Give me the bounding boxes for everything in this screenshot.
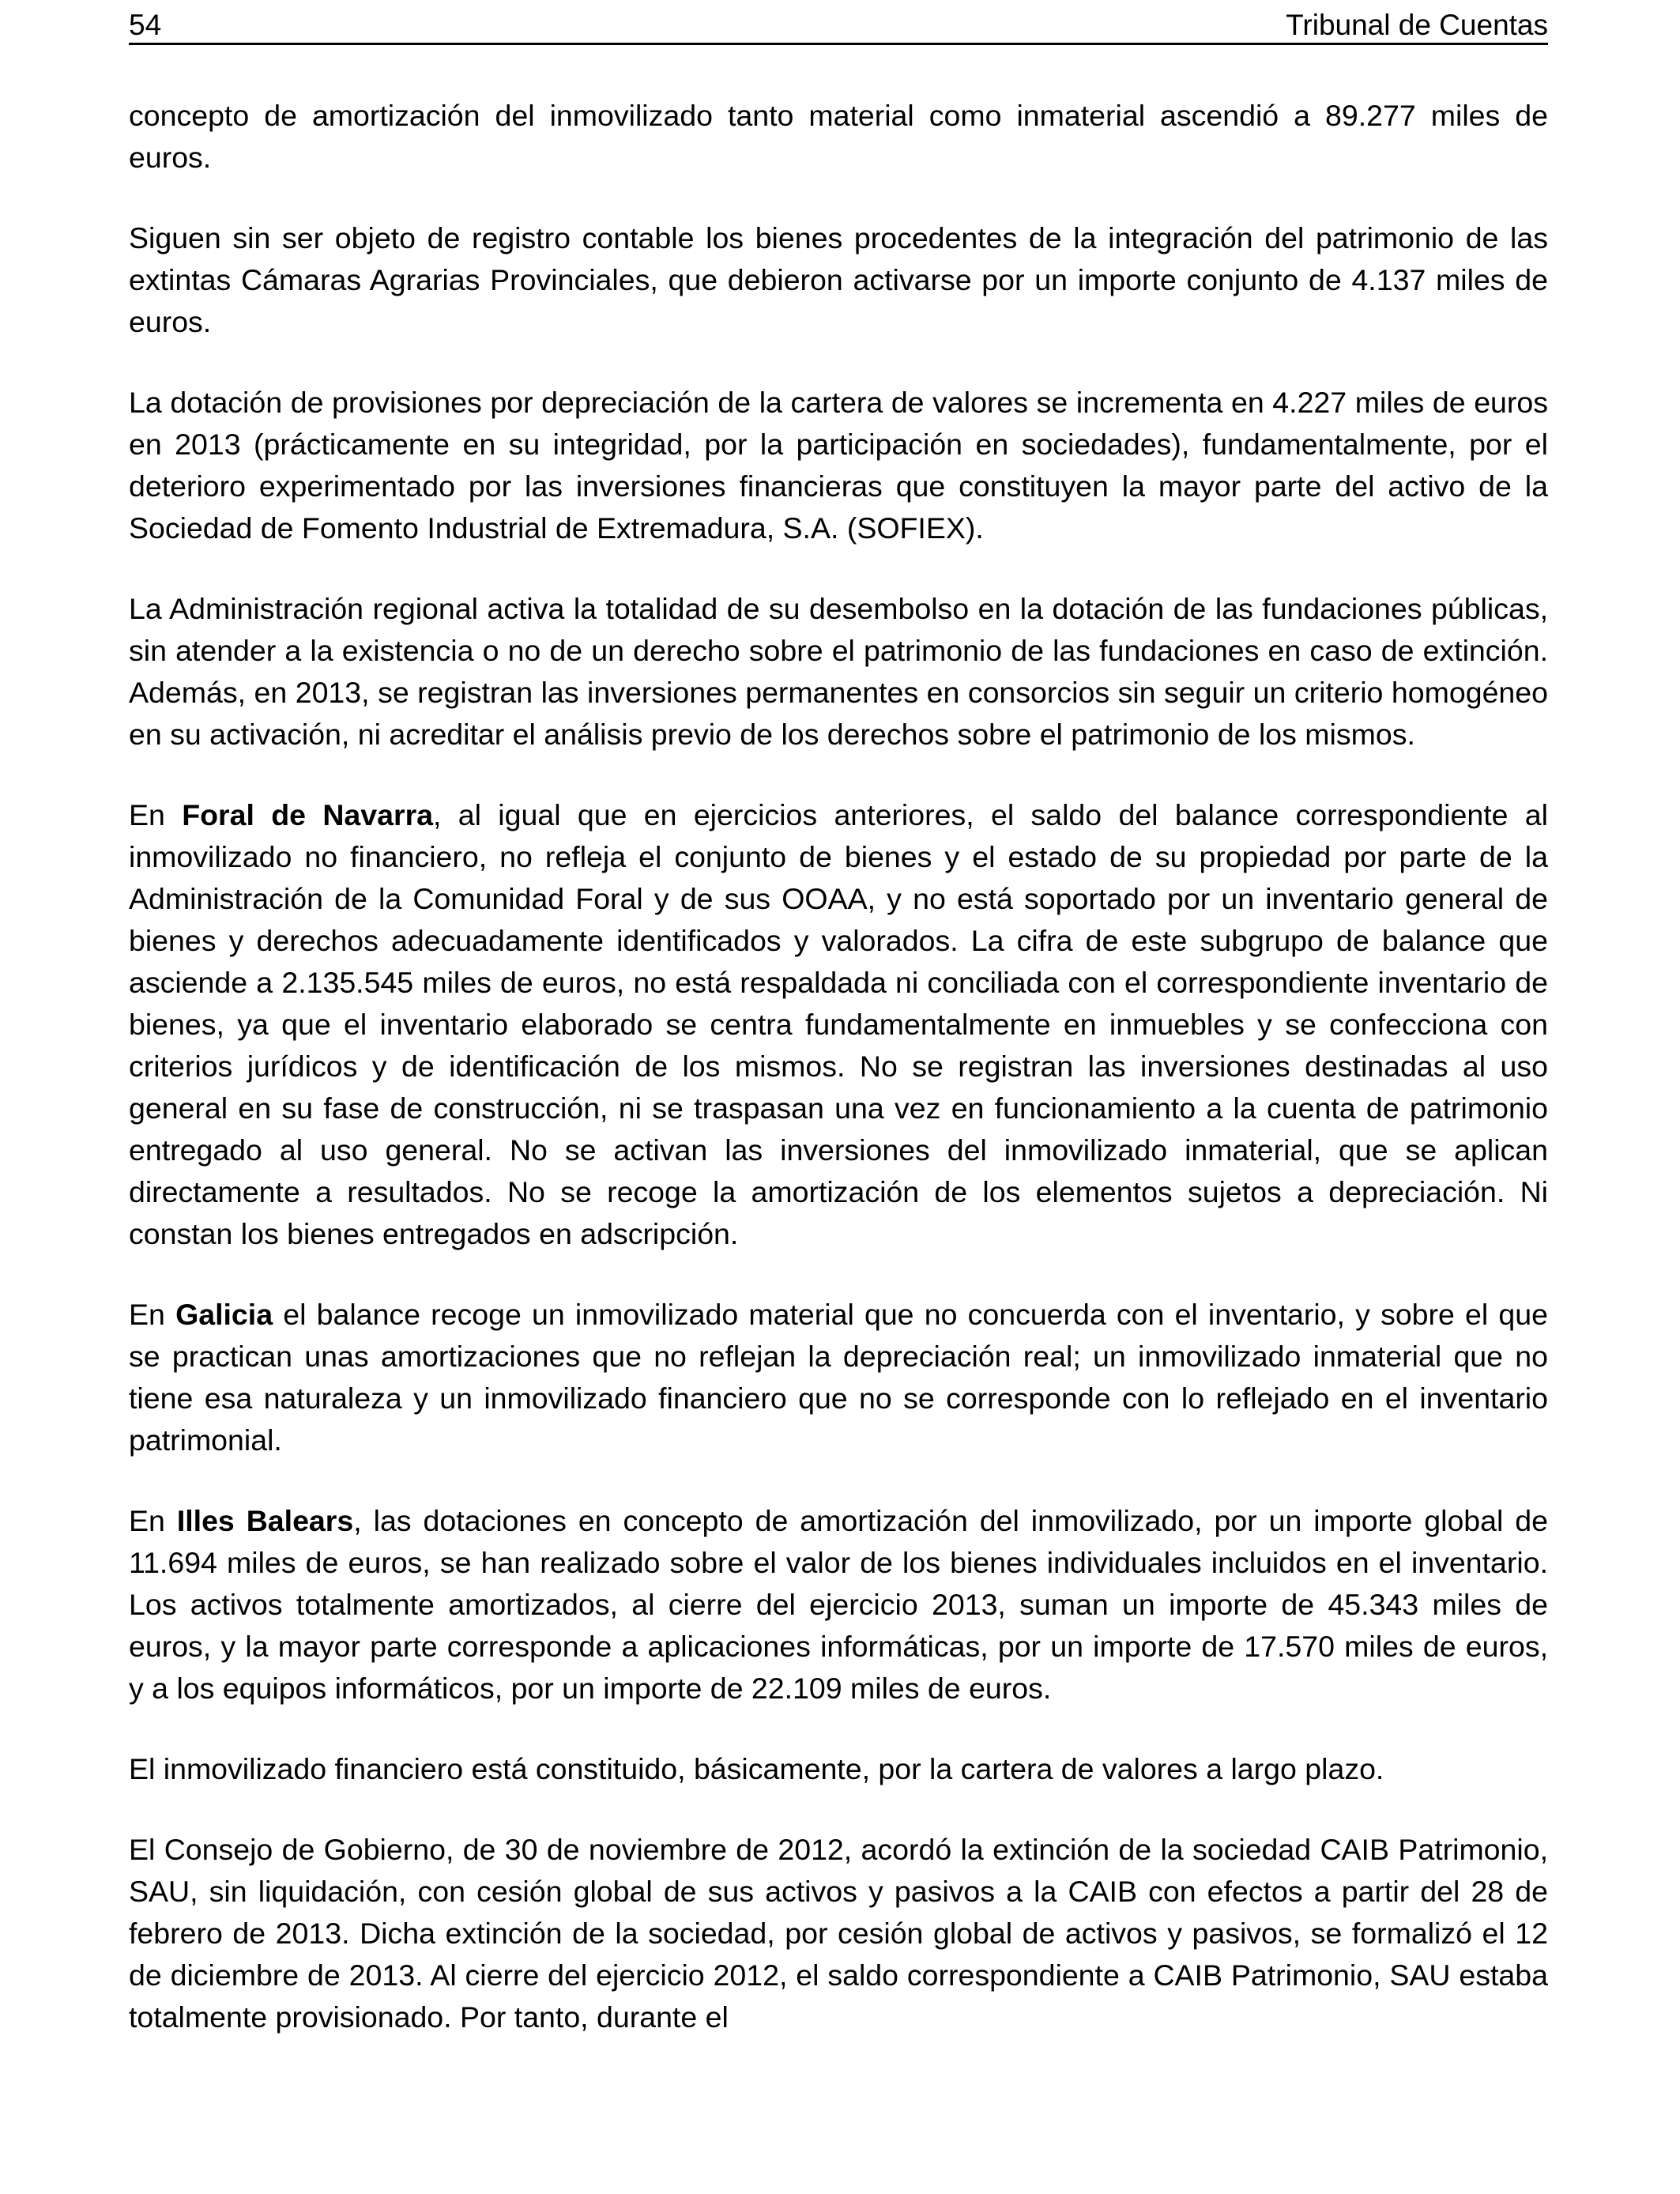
region-name-galicia: Galicia (175, 1298, 273, 1331)
paragraph-inmovilizado-financiero: El inmovilizado financiero está constituido, básicamente, por la cartera de valores a largo plazo. (129, 1752, 1384, 1785)
paragraph-consejo-gobierno: El Consejo de Gobierno, de 30 de noviembre de 2012, acordó la extinción de la sociedad CAIB Patrimonio, SAU, sin liquidación, con cesión global de sus activos y pasivos a la CAIB con efectos a partir del 28 de febrero de 2013. Dicha extinción de la sociedad, por cesión global de activos y pasivos, se formalizó el 12 de diciembre de 2013. Al cierre del ejercicio 2012, el saldo correspondiente a CAIB Patrimonio, SAU estaba totalmente provisionado. Por tanto, durante el (129, 1833, 1548, 2034)
paragraph-galicia: En Galicia el balance recoge un inmovilizado material que no concuerda con el inventario, y sobre el que se practican unas amortizaciones que no reflejan la depreciación real; un inmovilizado inmaterial que no tiene esa naturaleza y un inmovilizado financiero que no se corresponde con lo reflejado en el inventario patrimonial. (129, 1298, 1548, 1457)
region-name-balears: Illes Balears (176, 1504, 354, 1537)
page-header (129, 8, 1548, 45)
page-number: 54 (129, 9, 162, 41)
paragraph-fundaciones: La Administración regional activa la totalidad de su desembolso en la dotación de las fundaciones públicas, sin atender a la existencia o no de un derecho sobre el patrimonio de las fundaciones en caso de extinción. Además, en 2013, se registran las inversiones permanentes en consorcios sin seguir un criterio homogéneo en su activación, ni acreditar el análisis previo de los derechos sobre el patrimonio de los mismos. (129, 592, 1548, 751)
paragraph-camaras-agrarias: Siguen sin ser objeto de registro contable los bienes procedentes de la integración del patrimonio de las extintas Cámaras Agrarias Provinciales, que debieron activarse por un importe conjunto de 4.137 miles de euros. (129, 221, 1548, 338)
paragraph-illes-balears: En Illes Balears, las dotaciones en concepto de amortización del inmovilizado, por un importe global de 11.694 miles de euros, se han realizado sobre el valor de los bienes individuales incluidos en el inventario. Los activos totalmente amortizados, al cierre del ejercicio 2013, suman un importe de 45.343 miles de euros, y la mayor parte corresponde a aplicaciones informáticas, por un importe de 17.570 miles de euros, y a los equipos informáticos, por un importe de 22.109 miles de euros. (129, 1504, 1548, 1705)
paragraph-provisiones: La dotación de provisiones por depreciación de la cartera de valores se incrementa en 4.227 miles de euros en 2013 (prácticamente en su integridad, por la participación en sociedades), fundamentalmente, por el deterioro experimentado por las inversiones financieras que constituyen la mayor parte del activo de la Sociedad de Fomento Industrial de Extremadura, S.A. (SOFIEX). (129, 386, 1548, 545)
paragraph-amortizacion: concepto de amortización del inmovilizado tanto material como inmaterial ascendió a 89.277 miles de euros. (129, 99, 1548, 174)
paragraph-foral-navarra: En Foral de Navarra, al igual que en ejercicios anteriores, el saldo del balance correspondiente al inmovilizado no financiero, no refleja el conjunto de bienes y el estado de su propiedad por parte de la Administración de la Comunidad Foral y de sus OOAA, y no está soportado por un inventario general de bienes y derechos adecuadamente identificados y valorados. La cifra de este subgrupo de balance que asciende a 2.135.545 miles de euros, no está respaldada ni conciliada con el correspondiente inventario de bienes, ya que el inventario elaborado se centra fundamentalmente en inmuebles y se confecciona con criterios jurídicos y de identificación de los mismos. No se registran las inversiones destinadas al uso general en su fase de construcción, ni se traspasan una vez en funcionamiento a la cuenta de patrimonio entregado al uso general. No se activan las inversiones del inmovilizado inmaterial, que se aplican directamente a resultados. No se recoge la amortización de los elementos sujetos a depreciación. Ni constan los bienes entregados en adscripción. (129, 798, 1548, 1250)
running-title: Tribunal de Cuentas (1286, 9, 1548, 41)
document-body (129, 95, 1548, 2077)
region-name-navarra: Foral de Navarra (182, 798, 434, 831)
